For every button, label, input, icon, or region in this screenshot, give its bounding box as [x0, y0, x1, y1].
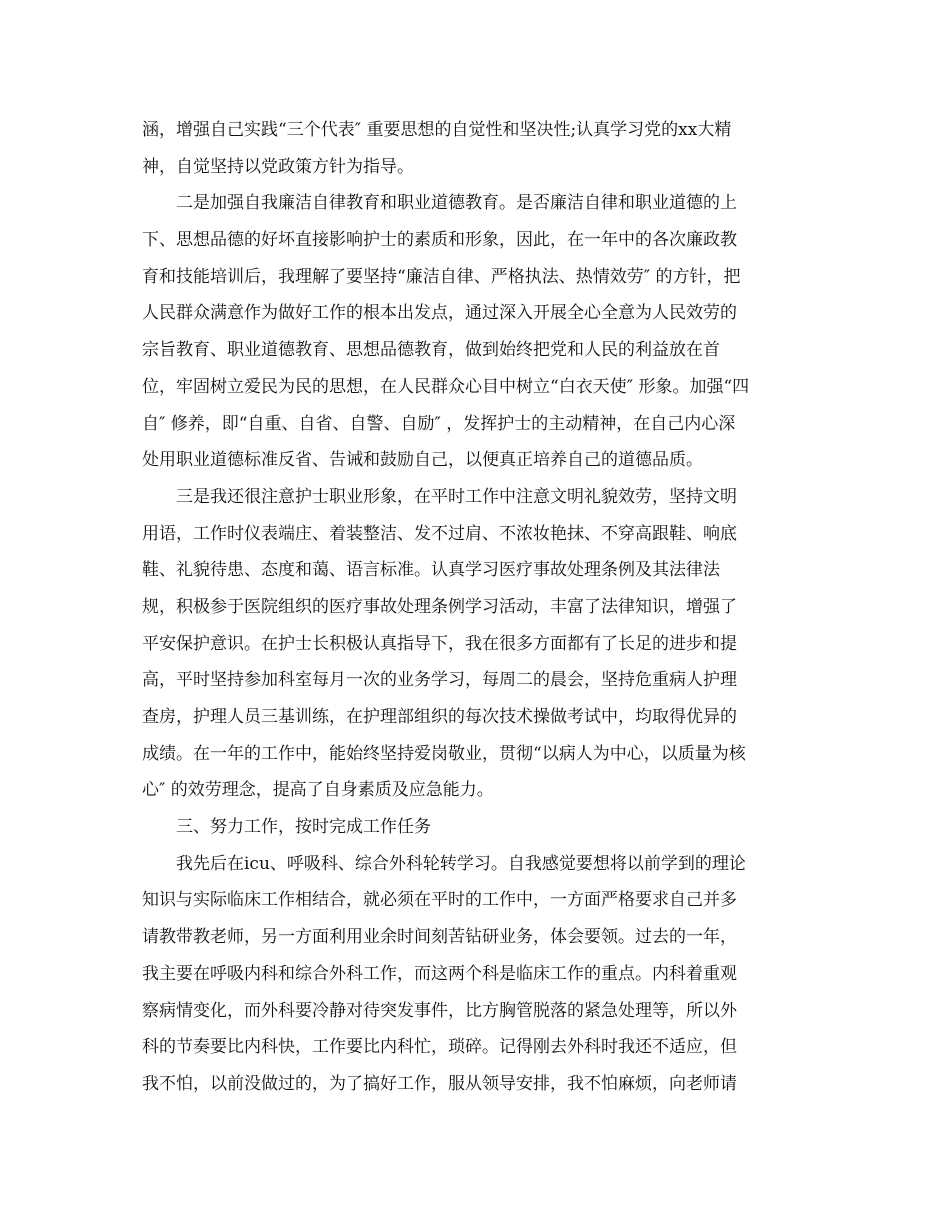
- text-line: 宗旨教育、职业道德教育、思想品德教育，做到始终把党和人民的利益放在首: [142, 340, 720, 361]
- text-line: 二是加强自我廉洁自律教育和职业道德教育。是否廉洁自律和职业道德的上: [176, 193, 737, 214]
- text-line: 鞋、礼貌待患、态度和蔼、语言标准。认真学习医疗事故处理条例及其法律法: [142, 560, 720, 581]
- text-line: 我主要在呼吸内科和综合外科工作，而这两个科是临床工作的重点。内科着重观: [142, 963, 737, 984]
- text-line: 我先后在icu、呼吸科、综合外科轮转学习。自我感觉要想将以前学到的理论: [176, 853, 746, 874]
- text-line: 神，自觉坚持以党政策方针为指导。: [142, 156, 414, 177]
- text-line: 育和技能培训后，我理解了要坚持“廉洁自律、严格执法、热情效劳″ 的方针，把: [142, 266, 741, 287]
- text-line: 科的节奏要比内科快，工作要比内科忙，琐碎。记得刚去外科时我还不适应，但: [142, 1037, 737, 1058]
- text-line: 心″ 的效劳理念，提高了自身素质及应急能力。: [142, 780, 494, 801]
- text-line: 请教带教老师，另一方面利用业余时间刻苦钻研业务，体会要领。过去的一年，: [142, 927, 737, 948]
- text-line: 成绩。在一年的工作中，能始终坚持爱岗敬业，贯彻“以病人为中心，以质量为核: [142, 743, 746, 764]
- text-line: 查房，护理人员三基训练，在护理部组织的每次技术操做考试中，均取得优异的: [142, 707, 737, 727]
- text-line: 平安保护意识。在护士长积极认真指导下，我在很多方面都有了长足的进步和提: [142, 633, 737, 654]
- body-text: [142, 112, 822, 1103]
- text-line: 下、思想品德的好坏直接影响护士的素质和形象，因此，在一年中的各次廉政教: [142, 230, 737, 251]
- text-line: 知识与实际临床工作相结合，就必须在平时的工作中，一方面严格要求自己并多: [142, 890, 737, 911]
- text-line: 察病情变化，而外科要冷静对待突发事件，比方胸管脱落的紧急处理等，所以外: [142, 1000, 737, 1021]
- text-line: 规，积极参于医院组织的医疗事故处理条例学习活动，丰富了法律知识，增强了: [142, 596, 737, 617]
- text-line: 三、努力工作，按时完成工作任务: [176, 817, 431, 838]
- text-line: 涵，增强自己实践“三个代表″ 重要思想的自觉性和坚决性;认真学习党的xx大精: [142, 120, 732, 140]
- text-line: 位，牢固树立爱民为民的思想，在人民群众心目中树立“白衣天使″ 形象。加强“四: [142, 376, 750, 397]
- text-line: 我不怕，以前没做过的，为了搞好工作，服从领导安排，我不怕麻烦，向老师请: [142, 1073, 737, 1094]
- text-line: 自″ 修养，即“自重、自省、自警、自励″ ，发挥护士的主动精神，在自己内心深: [142, 413, 736, 434]
- text-line: 用语，工作时仪表端庄、着装整洁、发不过肩、不浓妆艳抹、不穿高跟鞋、响底: [142, 523, 737, 544]
- text-line: 人民群众满意作为做好工作的根本出发点，通过深入开展全心全意为人民效劳的: [142, 303, 737, 324]
- text-line: 三是我还很注意护士职业形象，在平时工作中注意文明礼貌效劳，坚持文明: [176, 486, 737, 507]
- text-line: 处用职业道德标准反省、告诫和鼓励自己，以便真正培养自己的道德品质。: [142, 450, 703, 471]
- text-line: 高，平时坚持参加科室每月一次的业务学习，每周二的晨会，坚持危重病人护理: [142, 670, 737, 691]
